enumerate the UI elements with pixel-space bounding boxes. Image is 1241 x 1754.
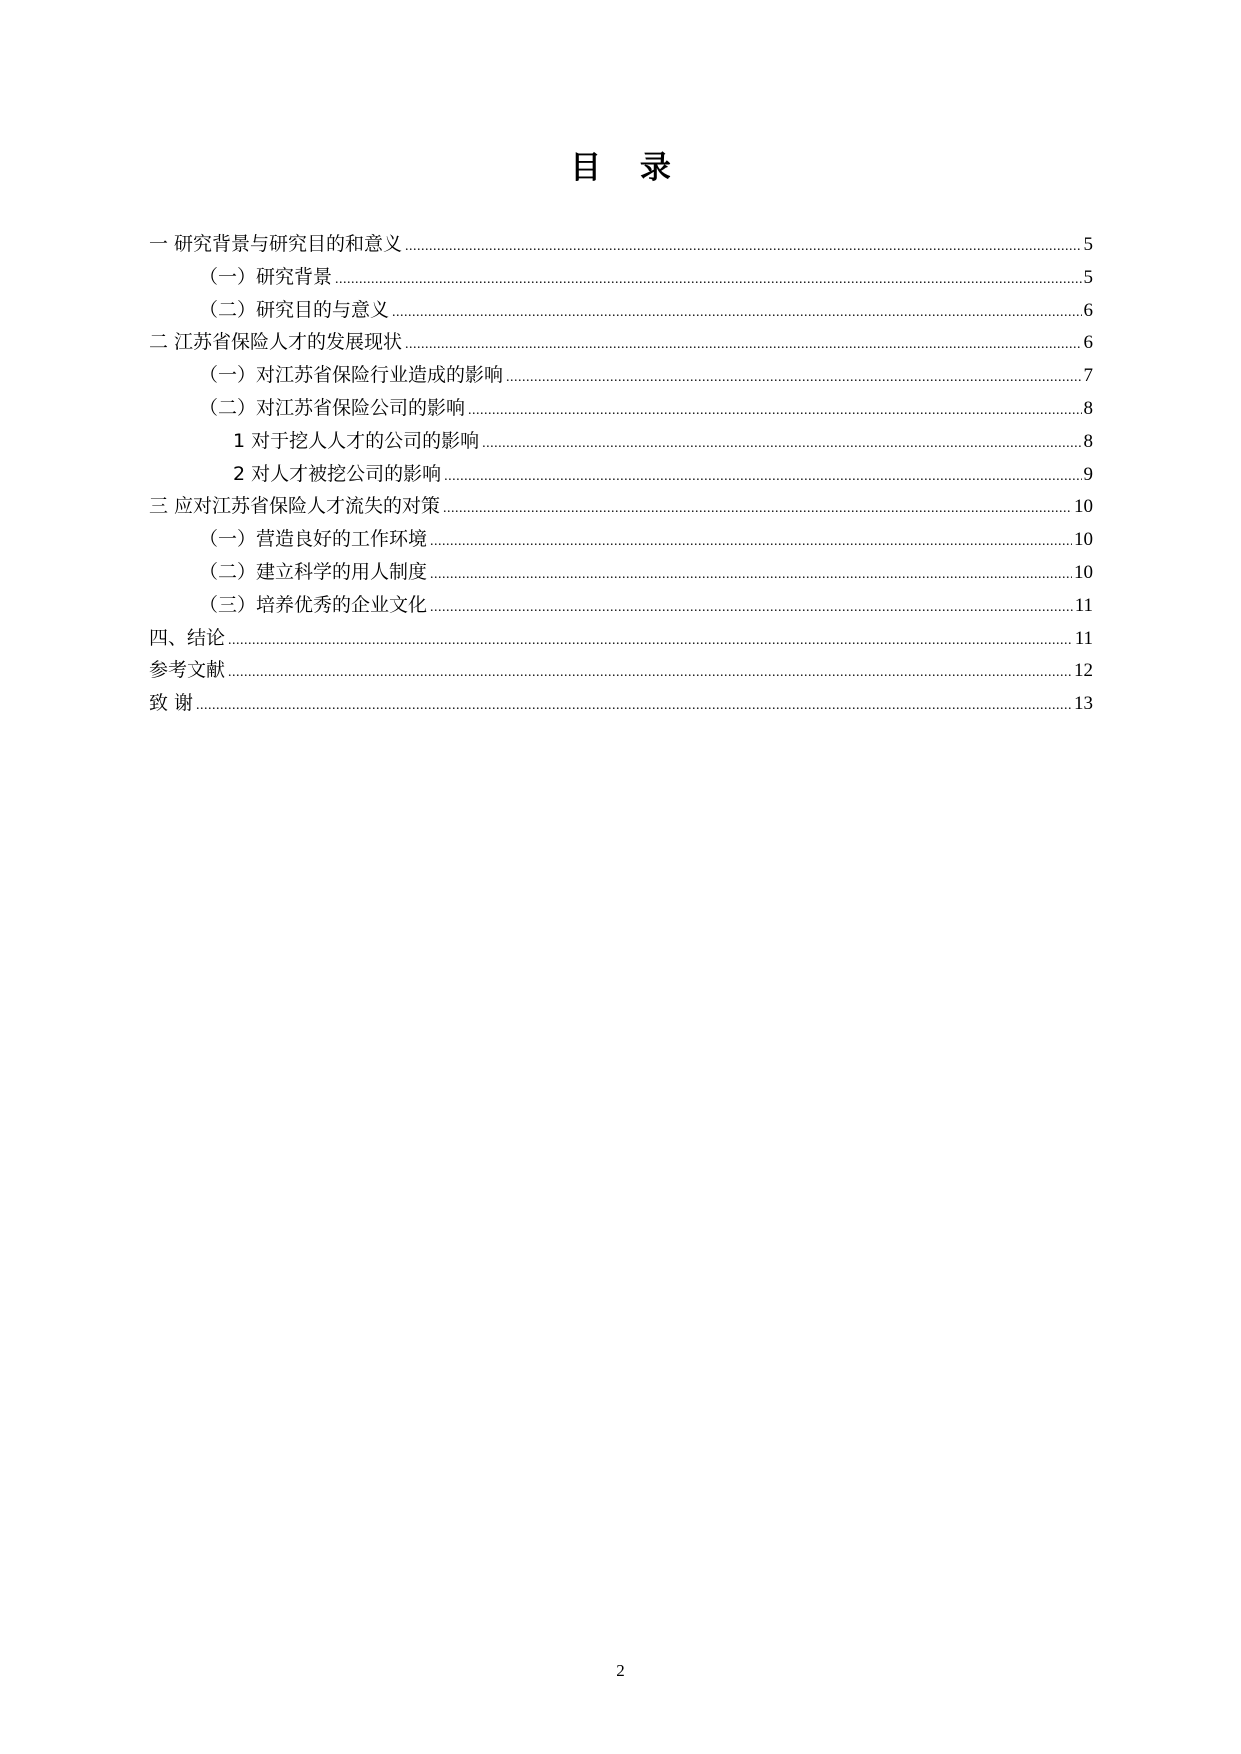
toc-entry[interactable]: [149, 261, 1093, 294]
toc-dot-leader: [482, 428, 1081, 461]
toc-entry[interactable]: [149, 687, 1093, 720]
toc-entry[interactable]: [149, 392, 1093, 425]
toc-dot-leader: [228, 625, 1073, 658]
toc-entry-label: （一）对江苏省保险行业造成的影响: [199, 364, 504, 387]
toc-entry-label: 二 江苏省保险人才的发展现状: [149, 331, 403, 354]
toc-entry-label: 四、结论: [149, 626, 226, 649]
toc-entry-page: 9: [1083, 463, 1093, 485]
toc-entry-page: 7: [1083, 365, 1093, 387]
toc-dot-leader: [335, 264, 1081, 297]
page-number: 2: [616, 1661, 625, 1680]
toc-dot-leader: [196, 690, 1072, 723]
toc-dot-leader: [444, 461, 1081, 494]
toc-entry-page: 11: [1074, 627, 1093, 649]
toc-entry-page: 10: [1074, 496, 1093, 518]
toc-entry-page: 8: [1083, 430, 1093, 452]
toc-entry[interactable]: [149, 490, 1093, 523]
toc-dot-leader: [430, 559, 1072, 592]
table-of-contents: [149, 228, 1093, 720]
toc-entry-label: 参考文献: [149, 659, 226, 682]
toc-dot-leader: [405, 231, 1081, 264]
toc-entry[interactable]: [149, 589, 1093, 622]
toc-entry-label: （三）培养优秀的企业文化: [199, 593, 428, 616]
toc-entry[interactable]: [149, 359, 1093, 392]
toc-entry-page: 5: [1083, 266, 1093, 288]
toc-entry-page: 12: [1074, 660, 1093, 682]
toc-entry-page: 13: [1074, 693, 1093, 715]
page-title: 目 录: [570, 150, 685, 186]
toc-entry-label: （二）研究目的与意义: [199, 298, 390, 321]
toc-entry-page: 10: [1074, 561, 1093, 583]
toc-entry[interactable]: [149, 654, 1093, 687]
toc-entry-page: 6: [1083, 299, 1093, 321]
toc-entry-page: 8: [1083, 397, 1093, 419]
toc-entry-page: 5: [1083, 234, 1093, 255]
toc-entry-label: 一 研究背景与研究目的和意义: [149, 233, 403, 255]
toc-entry[interactable]: [149, 622, 1093, 655]
toc-entry-page: 6: [1083, 332, 1093, 354]
toc-entry[interactable]: [149, 425, 1093, 458]
toc-dot-leader: [468, 395, 1081, 428]
toc-dot-leader: [506, 362, 1081, 395]
toc-entry[interactable]: [149, 556, 1093, 589]
toc-dot-leader: [392, 297, 1081, 330]
toc-entry-label: （一）营造良好的工作环境: [199, 528, 428, 551]
toc-dot-leader: [443, 493, 1072, 526]
toc-entry-label: （一）研究背景: [199, 265, 333, 288]
toc-entry-page: 10: [1074, 529, 1093, 551]
toc-dot-leader: [228, 657, 1072, 690]
toc-entry[interactable]: [149, 458, 1093, 491]
toc-entry-page: 11: [1074, 594, 1093, 616]
toc-dot-leader: [430, 526, 1072, 559]
toc-entry[interactable]: [149, 326, 1093, 359]
toc-dot-leader: [430, 592, 1073, 625]
toc-entry-label: （二）建立科学的用人制度: [199, 560, 428, 583]
toc-entry-label: 2 对人才被挖公司的影响: [233, 462, 442, 485]
toc-entry[interactable]: [149, 523, 1093, 556]
toc-entry[interactable]: [149, 228, 1093, 261]
toc-entry-label: 1 对于挖人人才的公司的影响: [233, 429, 480, 452]
toc-entry[interactable]: [149, 294, 1093, 327]
toc-entry-label: 三 应对江苏省保险人才流失的对策: [149, 495, 441, 518]
toc-entry-label: （二）对江苏省保险公司的影响: [199, 396, 466, 419]
toc-dot-leader: [405, 329, 1081, 362]
toc-entry-label: 致 谢: [149, 692, 194, 715]
